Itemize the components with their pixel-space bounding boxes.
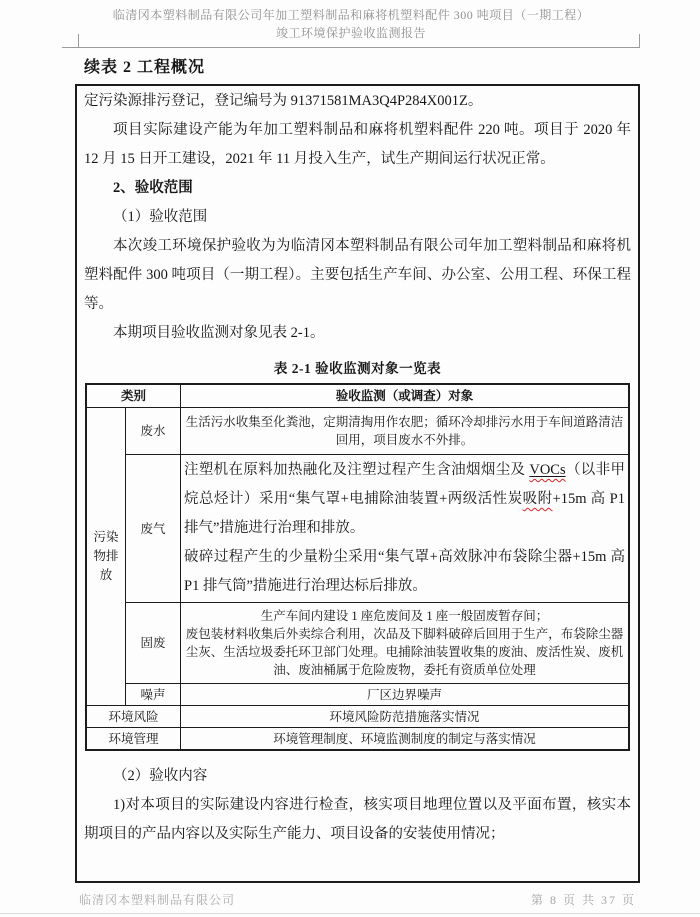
cell-label-waste-gas: 废气	[126, 455, 181, 603]
footer-page-number: 第 8 页 共 37 页	[530, 893, 636, 907]
cell-label-noise: 噪声	[126, 684, 181, 706]
waste-gas-text: （以非甲烷总烃计）采用“集气罩+电捕除油装置+两级活性炭	[184, 462, 625, 507]
cell-content-noise: 厂区边界噪声	[181, 684, 630, 706]
cell-content-env-mgmt: 环境管理制度、环境监测制度的制定与落实情况	[181, 728, 630, 751]
cell-content-solid-waste	[181, 603, 630, 684]
content-box	[75, 84, 640, 883]
footer-company-name: 临清冈本塑料制品有限公司	[79, 893, 236, 907]
table-row	[86, 706, 629, 728]
table-header-row	[86, 384, 629, 408]
waste-gas-text: +15m 高 P1 排气”措施进行治理和排放。	[184, 491, 625, 536]
cell-label-wastewater: 废水	[126, 408, 181, 455]
table-title: 表 2-1 验收监测对象一览表	[273, 361, 442, 376]
waste-gas-text: 注塑机在原料加热融化及注塑过程产生含油烟烟尘及	[184, 462, 530, 478]
subheading-scope: （1）验收范围	[113, 209, 208, 225]
cell-content-waste-gas	[181, 455, 630, 603]
paragraph-table-ref: 本期项目验收监测对象见表 2-1。	[113, 325, 325, 341]
table-row	[86, 408, 629, 455]
paragraph-capacity: 项目实际建设产能为年加工塑料制品和麻将机塑料配件 220 吨。项目于 2020 年 12 月 15 日开工建设，2021 年 11 月投入生产，试生产期间运行状况正常。	[84, 122, 631, 167]
spellcheck-squiggle	[529, 462, 565, 478]
cell-content-wastewater: 生活污水收集至化粪池，定期清掏用作农肥；循环冷却排污水用于车间道路清洁回用，项目废水不外排。	[181, 408, 630, 455]
solid-waste-line2: 废包装材料收集后外卖综合利用，次品及下脚料破碎后回用于生产，布袋除尘器尘灰、生活垃圾委托环卫部门处理。电捕除油装置收集的废油、废活性炭、废机油、废油桶属于危险废物，委托有资质单位处理	[185, 627, 624, 677]
table-row	[86, 728, 629, 751]
section-title: 续表 2 工程概况	[84, 59, 206, 76]
spellcheck-squiggle: 吸附	[522, 491, 553, 507]
solid-waste-line1: 生产车间内建设 1 座危废间及 1 座一般固废暂存间；	[260, 609, 549, 623]
waste-gas-paragraph-1	[184, 456, 625, 543]
header-cell-object: 验收监测（或调查）对象	[181, 384, 630, 408]
subheading-acceptance-content: （2）验收内容	[113, 768, 208, 784]
cell-content-env-risk: 环境风险防范措施落实情况	[181, 706, 630, 728]
cell-label-solid-waste: 固废	[126, 603, 181, 684]
heading-acceptance-scope: 2、验收范围	[113, 180, 193, 196]
page-bottom-edge	[0, 913, 700, 914]
page-header-line1: 临清冈本塑料制品有限公司年加工塑料制品和麻将机塑料配件 300 吨项目（一期工程）	[112, 8, 590, 22]
table-row	[86, 455, 629, 603]
paragraph-registration: 定污染源排污登记，登记编号为 91371581MA3Q4P284X001Z。	[84, 93, 483, 109]
paragraph-scope-detail: 本次竣工环境保护验收为为临清冈本塑料制品有限公司年加工塑料制品和麻将机塑料配件 300 吨项目（一期工程）。主要包括生产车间、办公室、公用工程、环保工程等。	[84, 238, 631, 312]
cell-label-env-risk: 环境风险	[86, 706, 181, 728]
monitoring-objects-table	[85, 383, 630, 751]
vocs-underlined-text: VOCs	[529, 462, 566, 478]
page-header-line2: 竣工环境保护验收监测报告	[275, 26, 426, 40]
cell-pollutant-group: 污染物排放	[86, 408, 126, 706]
paragraph-acceptance-item1: 1)对本项目的实际建设内容进行检查，核实项目地理位置以及平面布置，核实本期项目的产品内容以及实际生产能力、项目设备的安装使用情况；	[84, 797, 631, 842]
cell-label-env-mgmt: 环境管理	[86, 728, 181, 751]
page-header	[62, 6, 640, 48]
header-cell-category: 类别	[86, 384, 181, 408]
table-row	[86, 603, 629, 684]
table-row	[86, 684, 629, 706]
waste-gas-paragraph-2: 破碎过程产生的少量粉尘采用“集气罩+高效脉冲布袋除尘器+15m 高 P1 排气筒”措施进行治理达标后排放。	[184, 549, 625, 594]
